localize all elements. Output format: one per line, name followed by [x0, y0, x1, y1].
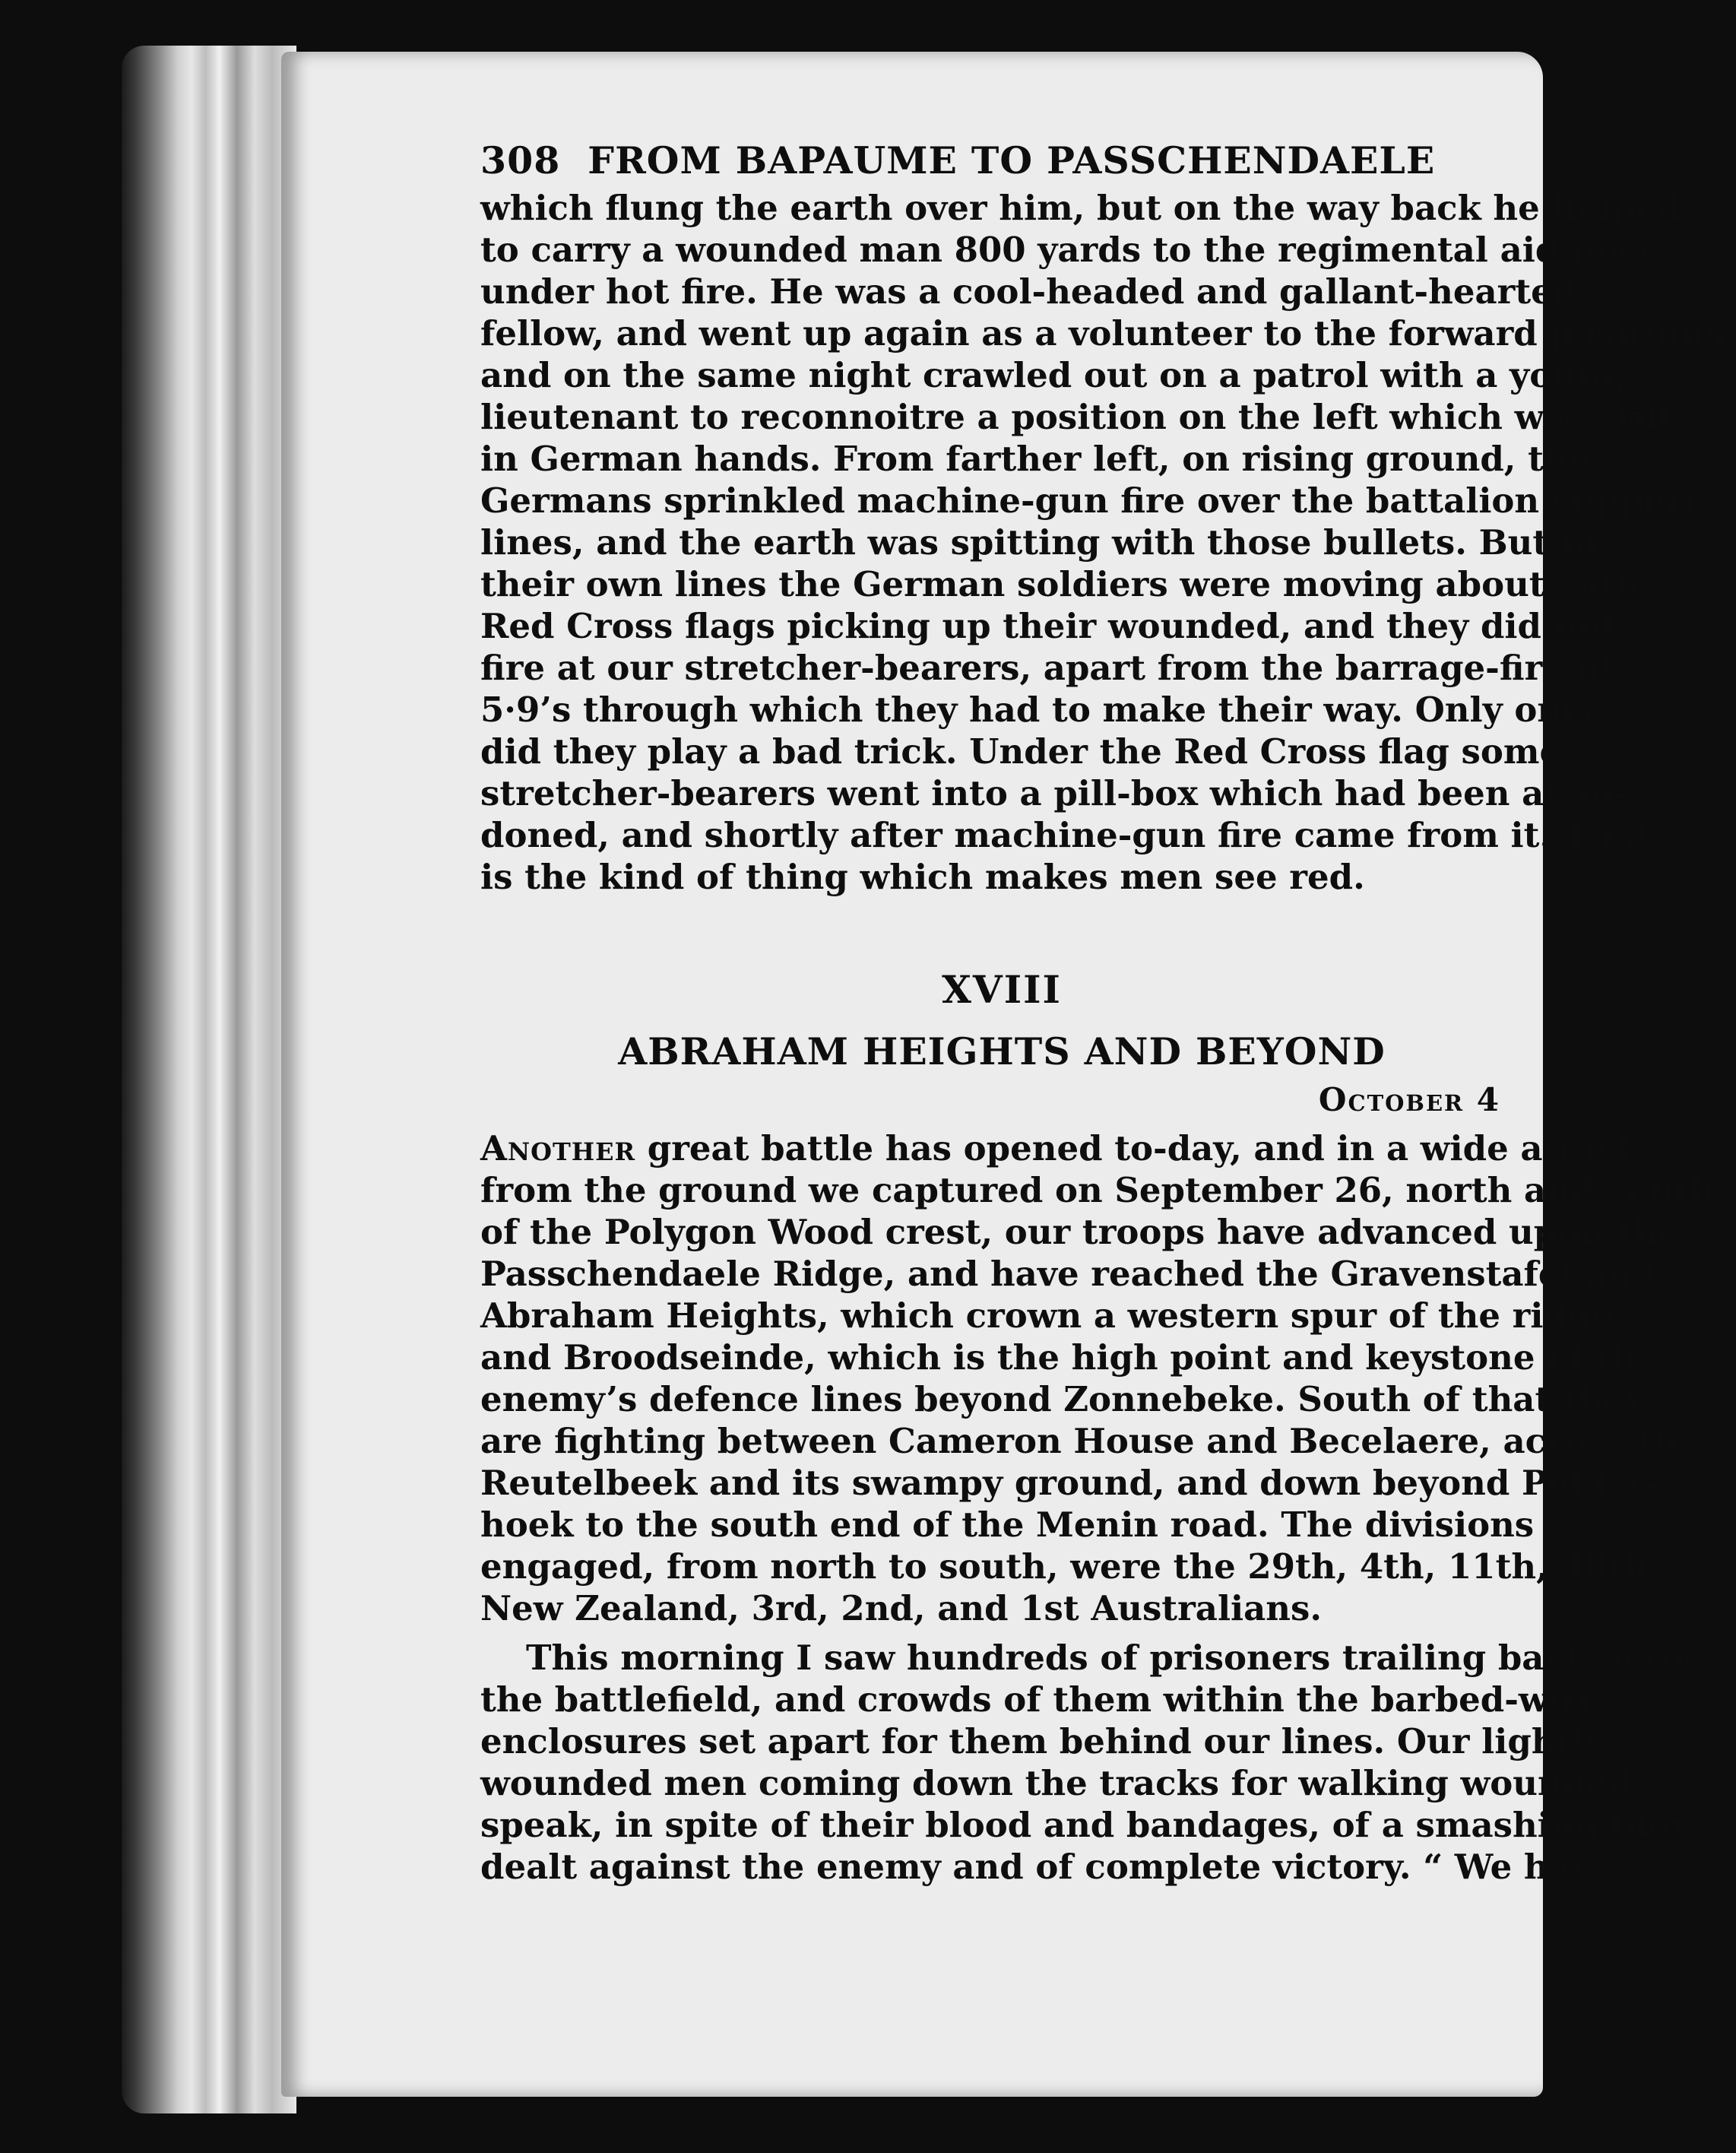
- opening-word: Another: [480, 1128, 636, 1168]
- chapter-title: ABRAHAM HEIGHTS AND BEYOND: [618, 1029, 1386, 1073]
- continuation-paragraph: [480, 187, 1736, 898]
- text-line: under hot fire. He was a cool-headed and gallant-hearted: [480, 271, 1577, 312]
- text-line: Reutelbeek and its swampy ground, and down beyond Polder-: [480, 1463, 1661, 1503]
- book-page: [281, 52, 1736, 2097]
- book-page-edges: [122, 46, 296, 2113]
- text-line: are fighting between Cameron House and Becelaere, across the: [480, 1421, 1700, 1461]
- text-line: New Zealand, 3rd, 2nd, and 1st Australians.: [480, 1588, 1323, 1628]
- page-text-block: [480, 134, 1736, 1888]
- text-line: lieutenant to reconnoitre a position on the left which was still: [480, 397, 1671, 437]
- text-line: Red Cross flags picking up their wounded, and they did not: [480, 606, 1617, 646]
- text-line: Passchendaele Ridge, and have reached the Gravenstafel and: [480, 1254, 1656, 1294]
- text-line: fire at our stretcher-bearers, apart from the barrage-fire of: [480, 648, 1614, 688]
- text-line: to carry a wounded man 800 yards to the regimental aid post: [480, 230, 1653, 270]
- text-line: 5·9’s through which they had to make their way. Only once: [480, 690, 1605, 730]
- chapter-number: XVIII: [942, 967, 1062, 1012]
- text-line: in German hands. From farther left, on rising ground, the: [480, 439, 1591, 479]
- first-line-rest: great battle has opened to-day, and in a wide attack: [635, 1128, 1641, 1168]
- text-line: which flung the earth over him, but on the way back he helped: [480, 188, 1681, 228]
- text-line: from the ground we captured on September 26, north and south: [480, 1170, 1715, 1210]
- text-line: their own lines the German soldiers were moving about with: [480, 564, 1640, 604]
- text-line: This morning I saw hundreds of prisoners trailing back across: [526, 1638, 1723, 1678]
- text-line: and Broodseinde, which is the high point and keystone of the: [480, 1337, 1659, 1378]
- text-line: engaged, from north to south, were the 29th, 4th, 11th, 48th,: [480, 1546, 1661, 1587]
- text-line: Abraham Heights, which crown a western spur of the ridge,: [480, 1295, 1625, 1336]
- text-line: wounded men coming down the tracks for walking wounded: [480, 1763, 1633, 1803]
- running-header: [480, 134, 1523, 187]
- text-line: Germans sprinkled machine-gun fire over the battalion support: [480, 480, 1700, 521]
- chapter-date: October 4: [1318, 1081, 1500, 1118]
- paragraph-1: [480, 1127, 1715, 1629]
- text-line: dealt against the enemy and of complete victory. “ We have: [480, 1847, 1613, 1887]
- running-title: FROM BAPAUME TO PASSCHENDAELE: [588, 138, 1436, 182]
- text-line: enclosures set apart for them behind our lines. Our lightly: [480, 1721, 1605, 1761]
- text-line: and on the same night crawled out on a patrol with a young: [480, 355, 1627, 395]
- text-line: did they play a bad trick. Under the Red Cross flag some: [480, 731, 1562, 772]
- text-line: [480, 1127, 1641, 1169]
- text-line: lines, and the earth was spitting with those bullets. But in: [480, 522, 1598, 563]
- text-line: enemy’s defence lines beyond Zonnebeke. South of that they: [480, 1379, 1646, 1419]
- text-line: the battlefield, and crowds of them within the barbed-wire: [480, 1679, 1601, 1720]
- text-line: of the Polygon Wood crest, our troops have advanced upon the: [480, 1212, 1680, 1252]
- text-line: is the kind of thing which makes men see red.: [480, 857, 1365, 897]
- page-number: 308: [480, 138, 561, 182]
- text-line: speak, in spite of their blood and bandages, of a smashing blow: [480, 1805, 1700, 1845]
- paragraph-2: [480, 1637, 1723, 1888]
- text-line: fellow, and went up again as a volunteer to the forward positions,: [480, 313, 1736, 354]
- text-line: stretcher-bearers went into a pill-box which had been aban-: [480, 773, 1630, 813]
- text-line: doned, and shortly after machine-gun fire came from it. That: [480, 815, 1652, 855]
- text-line: hoek to the south end of the Menin road. The divisions: [480, 1505, 1535, 1545]
